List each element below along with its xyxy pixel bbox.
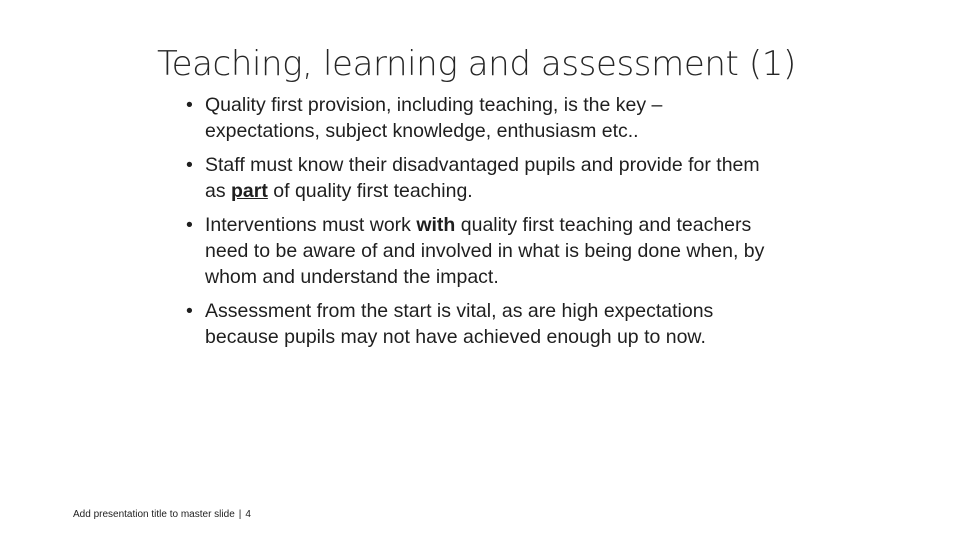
- bullet-icon: [186, 92, 200, 118]
- bullet-text-after: of quality first teaching.: [267, 180, 473, 202]
- footer-separator: |: [238, 509, 242, 520]
- bullet-item-assessment: [186, 298, 776, 350]
- page-number: 4: [245, 509, 251, 520]
- bullet-emphasis-part: part: [231, 180, 268, 202]
- slide-footer: [73, 508, 251, 522]
- bullet-item-interventions: [186, 212, 776, 290]
- bullet-text-after: quality first teaching and teachers need to be aware of and involved in what is being done when, by whom and understand the impact.: [205, 214, 765, 288]
- footer-title: Add presentation title to master slide: [73, 509, 235, 520]
- bullet-text: Quality first provision, including teaching, is the key – expectations, subject knowledge, enthusiasm etc..: [205, 94, 663, 142]
- bullet-list: [186, 92, 776, 358]
- bullet-text: Assessment from the start is vital, as are high expectations because pupils may not have achieved enough up to now.: [205, 300, 714, 348]
- bullet-text-before: Interventions must work: [205, 214, 417, 236]
- bullet-icon: [186, 212, 200, 238]
- bullet-icon: [186, 298, 200, 324]
- bullet-text-before: Staff must know their disadvantaged pupils and provide for them as: [205, 154, 760, 202]
- bullet-item-quality-first: [186, 92, 776, 144]
- slide-title: Teaching, learning and assessment (1): [157, 44, 796, 84]
- bullet-emphasis-with: with: [416, 214, 456, 236]
- bullet-item-staff: [186, 152, 776, 204]
- bullet-icon: [186, 152, 200, 178]
